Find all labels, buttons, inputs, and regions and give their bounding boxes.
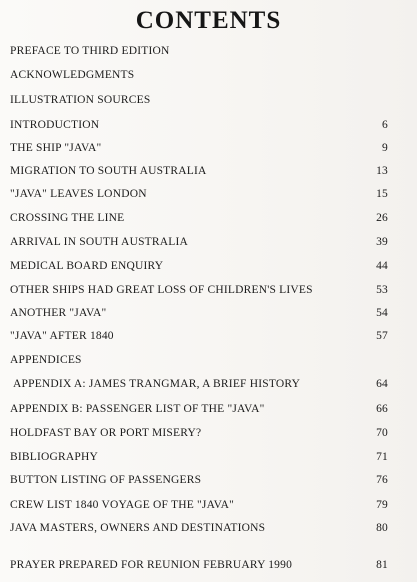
toc-entry-label: "JAVA" LEAVES LONDON bbox=[10, 188, 147, 200]
toc-entry bbox=[10, 43, 388, 59]
toc-entry bbox=[10, 520, 388, 536]
toc-entry-label: APPENDIX B: PASSENGER LIST OF THE "JAVA" bbox=[10, 403, 265, 415]
toc-entry bbox=[10, 67, 388, 83]
toc-entry-label: ACKNOWLEDGMENTS bbox=[10, 69, 135, 81]
toc-entry-page: 76 bbox=[376, 474, 388, 486]
toc-entry bbox=[10, 92, 388, 108]
toc-entry bbox=[10, 282, 388, 298]
toc-entry-page: 81 bbox=[376, 559, 388, 571]
toc-entry bbox=[10, 401, 388, 417]
toc-entry-page: 57 bbox=[376, 330, 388, 342]
toc-entry-label: MIGRATION TO SOUTH AUSTRALIA bbox=[10, 165, 207, 177]
toc-entry-label: MEDICAL BOARD ENQUIRY bbox=[10, 260, 164, 272]
toc-entry bbox=[10, 472, 388, 488]
toc-entry bbox=[10, 328, 388, 344]
toc-entry-label: BUTTON LISTING OF PASSENGERS bbox=[10, 474, 202, 486]
toc-entry bbox=[10, 234, 388, 250]
toc-entry-page: 64 bbox=[376, 378, 388, 390]
toc-entry bbox=[10, 425, 388, 441]
toc-entry-label: ANOTHER "JAVA" bbox=[10, 307, 107, 319]
toc-entry bbox=[10, 352, 388, 368]
toc-entry bbox=[10, 376, 388, 392]
toc-entry-page: 54 bbox=[376, 307, 388, 319]
toc-entry bbox=[10, 258, 388, 274]
toc-entry bbox=[10, 449, 388, 465]
toc-entry-label: HOLDFAST BAY OR PORT MISERY? bbox=[10, 427, 202, 439]
toc-entry-page: 53 bbox=[376, 284, 388, 296]
toc-entry bbox=[10, 210, 388, 226]
toc-entry-label: APPENDIX A: JAMES TRANGMAR, A BRIEF HISTORY bbox=[13, 378, 301, 390]
toc-entry-label: PREFACE TO THIRD EDITION bbox=[10, 45, 170, 57]
toc-entry bbox=[10, 117, 388, 133]
toc-entry bbox=[10, 140, 388, 156]
toc-entry bbox=[10, 186, 388, 202]
toc-entry-label: INTRODUCTION bbox=[10, 119, 100, 131]
toc-entry-label: BIBLIOGRAPHY bbox=[10, 451, 99, 463]
toc-entry-page: 71 bbox=[376, 451, 388, 463]
page-title: CONTENTS bbox=[135, 7, 282, 34]
toc-entry-label: THE SHIP "JAVA" bbox=[10, 142, 102, 154]
toc-entry-page: 15 bbox=[376, 188, 388, 200]
toc-entry-label: APPENDICES bbox=[10, 354, 82, 366]
toc-entry bbox=[10, 305, 388, 321]
toc-entry bbox=[10, 163, 388, 179]
toc-entry-page: 13 bbox=[376, 165, 388, 177]
toc-entry-page: 9 bbox=[382, 142, 388, 154]
toc-entry-label: JAVA MASTERS, OWNERS AND DESTINATIONS bbox=[10, 522, 266, 534]
toc-entry-label: "JAVA" AFTER 1840 bbox=[10, 330, 114, 342]
toc-entry-page: 6 bbox=[382, 119, 388, 131]
toc-entry-label: OTHER SHIPS HAD GREAT LOSS OF CHILDREN'S LIVES bbox=[10, 284, 313, 296]
toc-entry-page: 39 bbox=[376, 236, 388, 248]
toc-entry-label: ILLUSTRATION SOURCES bbox=[10, 94, 151, 106]
toc-entry-page: 26 bbox=[376, 212, 388, 224]
toc-entry-page: 79 bbox=[376, 499, 388, 511]
toc-entry-page: 44 bbox=[376, 260, 388, 272]
toc-entry-label: PRAYER PREPARED FOR REUNION FEBRUARY 1990 bbox=[10, 559, 293, 571]
toc-entry-page: 66 bbox=[376, 403, 388, 415]
toc-entry-page: 70 bbox=[376, 427, 388, 439]
toc-entry-label: CREW LIST 1840 VOYAGE OF THE "JAVA" bbox=[10, 499, 235, 511]
toc-entry-label: CROSSING THE LINE bbox=[10, 212, 125, 224]
toc-entry bbox=[10, 497, 388, 513]
toc-entry-label: ARRIVAL IN SOUTH AUSTRALIA bbox=[10, 236, 189, 248]
toc-entry-page: 80 bbox=[376, 522, 388, 534]
toc-entry bbox=[10, 557, 388, 573]
